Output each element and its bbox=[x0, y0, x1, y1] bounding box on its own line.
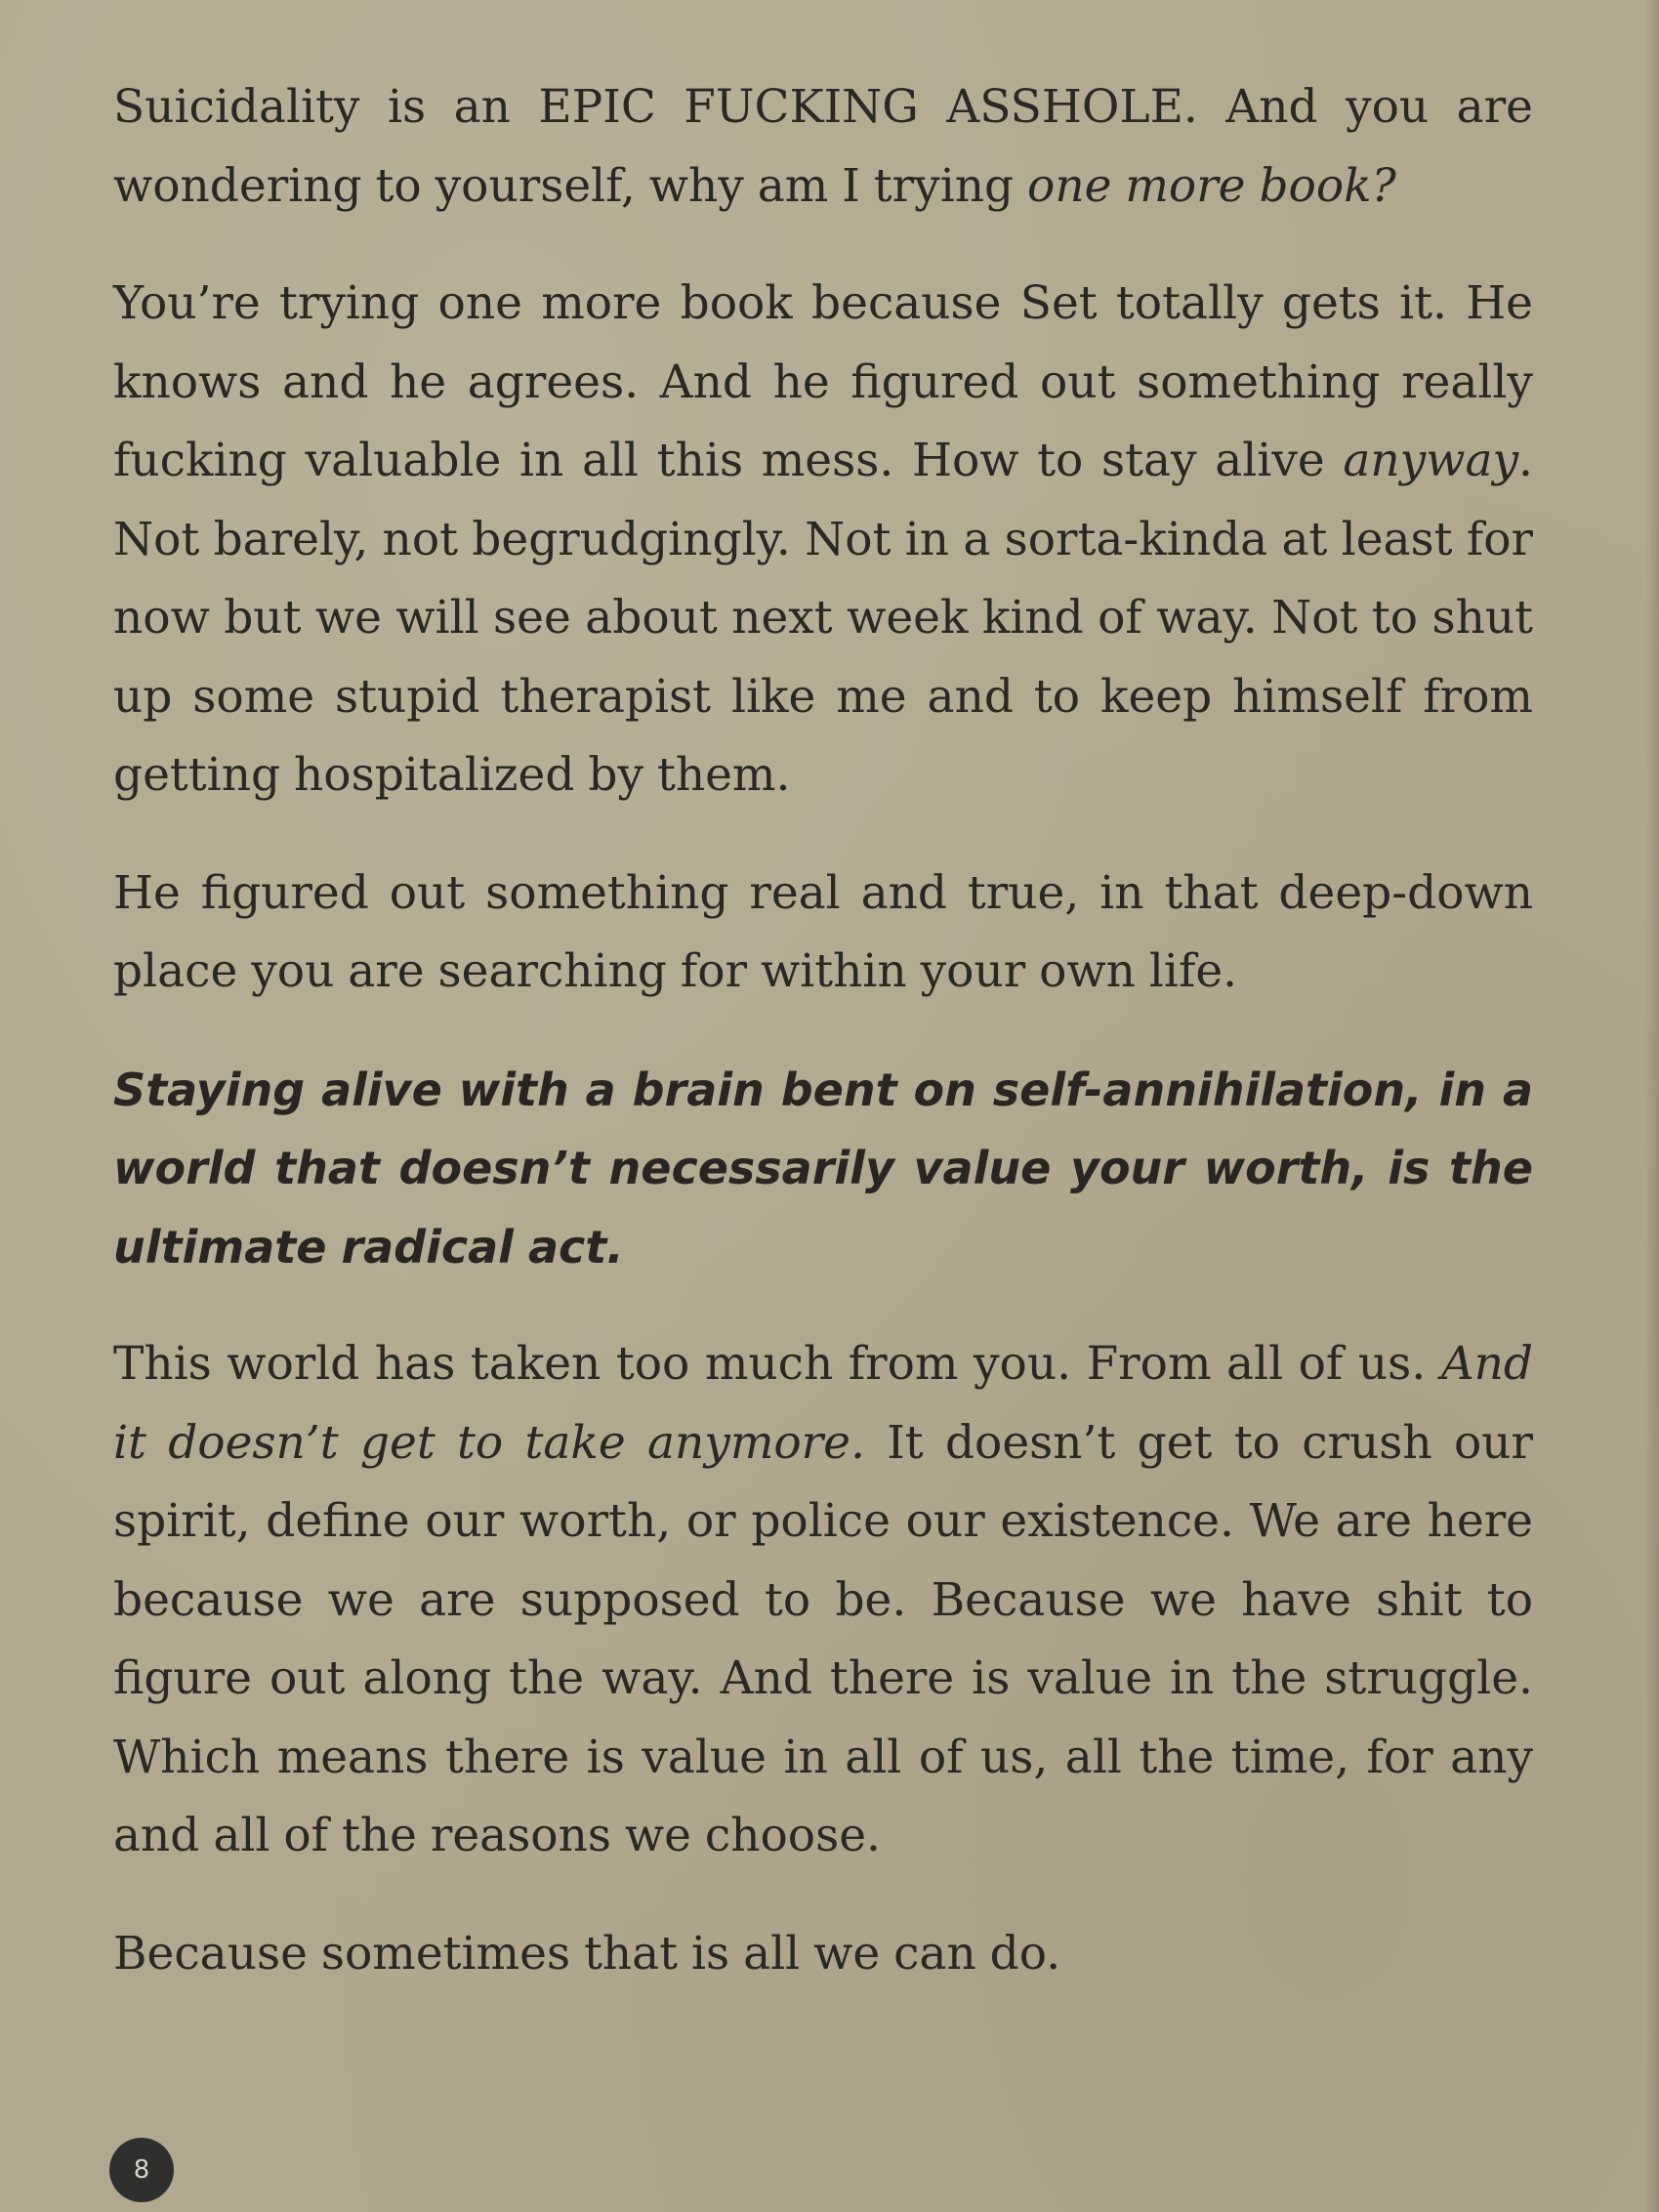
paragraph-2 bbox=[113, 265, 1533, 815]
text-run: Because sometimes that is all we can do. bbox=[113, 1926, 1061, 1981]
emphasis-paragraph bbox=[113, 1051, 1533, 1287]
text-run: He figured out something real and true, in that deep-down place you are searching for within your own life. bbox=[113, 865, 1533, 998]
text-run: . Not barely, not begrudgingly. Not in a sorta-kinda at least for now but we will see about next week kind of way. Not to shut up some stupid therapist like me and to keep himself from getting hospitalized by them. bbox=[113, 434, 1533, 802]
paragraph-6 bbox=[113, 1915, 1533, 1994]
text-run: This world has taken too much from you. From all of us. bbox=[113, 1337, 1441, 1391]
text-run: You’re trying one more book because Set totally gets it. He knows and he agrees. And he figured out something really fucking valuable in all this mess. How to stay alive bbox=[113, 276, 1533, 487]
text-run-italic: And it doesn’t get to take anymore. bbox=[113, 1337, 1533, 1470]
paragraph-3 bbox=[113, 855, 1533, 1012]
body-text bbox=[113, 68, 1533, 1993]
text-run-italic: anyway bbox=[1343, 434, 1519, 487]
text-run-bold-italic: Staying alive with a brain bent on self-annihilation, in a world that doesn’t necessarily value your worth, is the ultimate radical act. bbox=[113, 1063, 1533, 1273]
text-run-italic: one more book? bbox=[1027, 158, 1396, 213]
page-edge-shadow bbox=[1645, 0, 1659, 2212]
page-number: 8 bbox=[133, 2155, 150, 2185]
paragraph-1 bbox=[113, 68, 1533, 226]
page-number-badge bbox=[109, 2138, 174, 2202]
paragraph-5 bbox=[113, 1325, 1533, 1876]
text-run: Suicidality is an EPIC FUCKING ASSHOLE. And you are wondering to yourself, why am I trying bbox=[113, 80, 1533, 213]
text-run: It doesn’t get to crush our spirit, define our worth, or police our existence. We are here because we are supposed to be. Because we have shit to figure out along the way. And there is value in the struggle. Which means there is value in all of us, all the time, for any and all of the reasons we choose. bbox=[113, 1415, 1533, 1862]
